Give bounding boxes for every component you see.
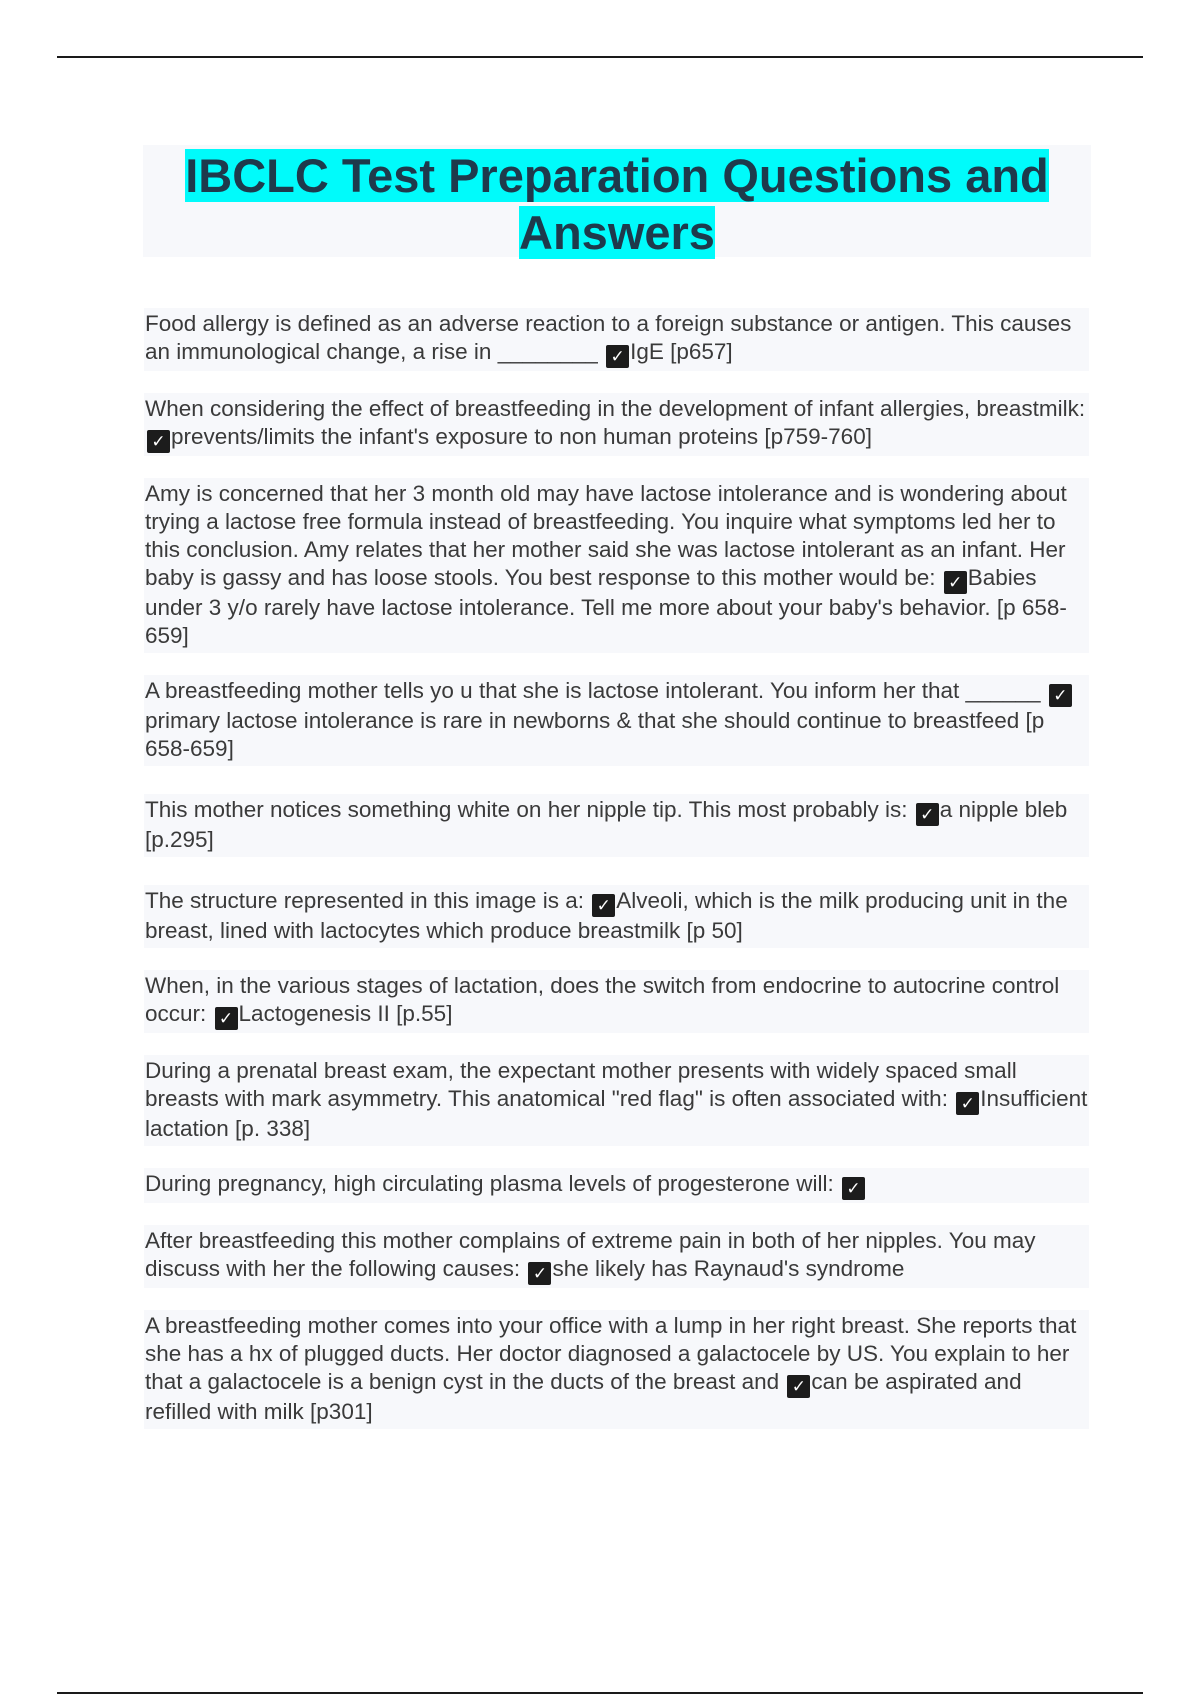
answer-text: primary lactose intolerance is rare in newborns & that she should continue to breastfeed [p 658-659]	[145, 708, 1045, 761]
question-text: When, in the various stages of lactation, does the switch from endocrine to autocrine control occur:	[145, 973, 1060, 1026]
answer-text: Alveoli, which is the milk producing unit in the breast, lined with lactocytes which produce breastmilk [p 50]	[145, 888, 1068, 943]
answer-text: Lactogenesis II [p.55]	[238, 1001, 453, 1026]
question-text: Amy is concerned that her 3 month old may have lactose intolerance and is wondering about trying a lactose free formula instead of breastfeeding. You inquire what symptoms led her to this conclusion. Amy relates that her mother said she was lactose intolerant as an infant. Her baby is gassy and has loose stools. You best response to this mother would be:	[145, 481, 1067, 590]
question-text: A breastfeeding mother comes into your office with a lump in her right breast. She reports that she has a hx of plugged ducts. Her doctor diagnosed a galactocele by US. You explain to her that a galactocele is a benign cyst in the ducts of the breast and	[145, 1313, 1077, 1394]
question-text: When considering the effect of breastfeeding in the development of infant allergies, breastmilk:	[145, 396, 1086, 421]
checkmark-icon: ✓	[944, 571, 967, 594]
qa-item	[144, 478, 1089, 653]
checkmark-icon: ✓	[916, 803, 939, 826]
answer-text: Babies under 3 y/o rarely have lactose intolerance. Tell me more about your baby's behavior. [p 658-659]	[145, 565, 1067, 648]
qa-item	[144, 1168, 1089, 1203]
qa-item	[144, 1055, 1089, 1146]
qa-item	[144, 970, 1089, 1033]
answer-text: can be aspirated and refilled with milk [p301]	[145, 1369, 1022, 1424]
question-text: The structure represented in this image is a:	[145, 888, 584, 913]
qa-item	[144, 794, 1089, 857]
qa-item	[144, 885, 1089, 948]
checkmark-icon: ✓	[528, 1262, 551, 1285]
answer-text: a nipple bleb [p.295]	[145, 797, 1068, 852]
checkmark-icon: ✓	[606, 345, 629, 368]
qa-item	[144, 675, 1089, 766]
answer-text: she likely has Raynaud's syndrome	[552, 1256, 905, 1281]
checkmark-icon: ✓	[592, 894, 615, 917]
checkmark-icon: ✓	[1049, 684, 1072, 707]
qa-item	[144, 1225, 1089, 1288]
checkmark-icon: ✓	[956, 1092, 979, 1115]
qa-item	[144, 308, 1089, 371]
checkmark-icon: ✓	[215, 1007, 238, 1030]
checkmark-icon: ✓	[842, 1177, 865, 1200]
qa-list	[144, 308, 1089, 1429]
question-text: Food allergy is defined as an adverse reaction to a foreign substance or antigen. This causes an immunological change, a rise in ________	[145, 311, 1072, 364]
title-highlight: IBCLC Test Preparation Questions and Answers	[185, 149, 1049, 259]
top-rule	[57, 56, 1143, 58]
question-text: This mother notices something white on her nipple tip. This most probably is:	[145, 797, 908, 822]
question-text: During pregnancy, high circulating plasma levels of progesterone will:	[145, 1171, 834, 1196]
checkmark-icon: ✓	[147, 430, 170, 453]
answer-text: prevents/limits the infant's exposure to non human proteins [p759-760]	[171, 424, 872, 449]
answer-text: Insufficient lactation [p. 338]	[145, 1086, 1088, 1141]
qa-item	[144, 393, 1089, 456]
question-text: A breastfeeding mother tells yo u that she is lactose intolerant. You inform her that ______	[145, 678, 1041, 703]
checkmark-icon: ✓	[787, 1375, 810, 1398]
answer-text: IgE [p657]	[630, 339, 733, 364]
bottom-rule	[57, 1692, 1143, 1694]
question-text: During a prenatal breast exam, the expectant mother presents with widely spaced small breasts with mark asymmetry. This anatomical "red flag" is often associated with:	[145, 1058, 1017, 1111]
page-title	[143, 145, 1091, 261]
question-text: After breastfeeding this mother complains of extreme pain in both of her nipples. You may discuss with her the following causes:	[145, 1228, 1036, 1281]
title-banner	[143, 145, 1091, 257]
qa-item	[144, 1310, 1089, 1429]
